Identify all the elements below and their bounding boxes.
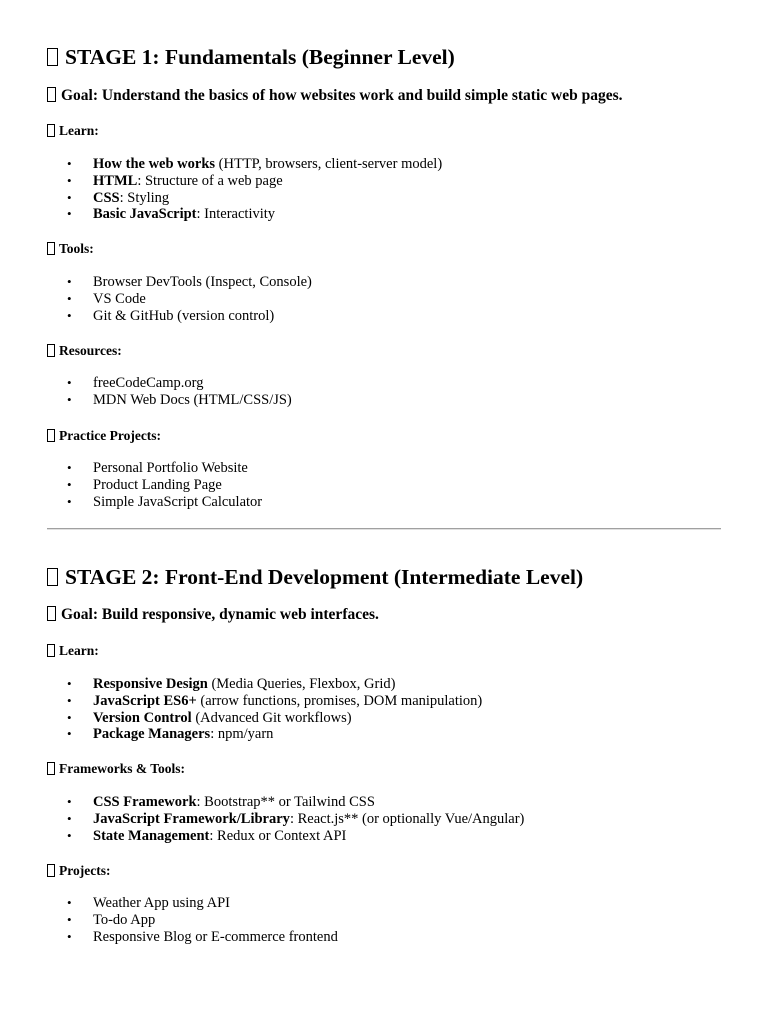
stage2-learn-list (0, 676, 482, 743)
stage2-goal: Goal: Build responsive, dynamic web interfaces. (47, 605, 379, 625)
stage2-title: STAGE 2: Front-End Development (Intermediate Level) (47, 564, 583, 590)
missing-glyph-icon (47, 48, 58, 66)
list-item: • Weather App using API (0, 895, 338, 912)
missing-glyph-icon (47, 124, 55, 137)
list-item: • CSS: Styling (0, 190, 442, 207)
list-item: • Package Managers: npm/yarn (0, 726, 482, 743)
missing-glyph-icon (47, 429, 55, 442)
list-item: • VS Code (0, 291, 312, 308)
list-item: • Basic JavaScript: Interactivity (0, 206, 442, 223)
list-item: • State Management: Redux or Context API (0, 828, 524, 845)
list-item: • Responsive Blog or E-commerce frontend (0, 929, 338, 946)
missing-glyph-icon (47, 762, 55, 775)
stage2-projects-list (0, 895, 338, 945)
stage1-practice-heading: Practice Projects: (47, 427, 161, 445)
missing-glyph-icon (47, 606, 56, 621)
list-item: • Responsive Design (Media Queries, Flexbox, Grid) (0, 676, 482, 693)
stage2-learn-heading: Learn: (47, 642, 99, 660)
stage1-goal: Goal: Understand the basics of how websites work and build simple static web pages. (47, 86, 623, 106)
missing-glyph-icon (47, 568, 58, 586)
list-item: • JavaScript Framework/Library: React.js** (or optionally Vue/Angular) (0, 811, 524, 828)
missing-glyph-icon (47, 242, 55, 255)
list-item: • Version Control (Advanced Git workflows) (0, 710, 482, 727)
list-item: • Browser DevTools (Inspect, Console) (0, 274, 312, 291)
list-item: • JavaScript ES6+ (arrow functions, promises, DOM manipulation) (0, 693, 482, 710)
list-item: • CSS Framework: Bootstrap** or Tailwind CSS (0, 794, 524, 811)
stage1-learn-list (0, 156, 442, 223)
stage1-tools-list (0, 274, 312, 324)
list-item: • Personal Portfolio Website (0, 460, 262, 477)
stage1-resources-list (0, 375, 292, 409)
stage1-resources-heading: Resources: (47, 342, 122, 360)
stage2-frameworks-heading: Frameworks & Tools: (47, 760, 185, 778)
stage2-frameworks-list (0, 794, 524, 844)
missing-glyph-icon (47, 87, 56, 102)
list-item: • freeCodeCamp.org (0, 375, 292, 392)
list-item: • Git & GitHub (version control) (0, 308, 312, 325)
list-item: • Simple JavaScript Calculator (0, 494, 262, 511)
stage1-practice-list (0, 460, 262, 510)
list-item: • To-do App (0, 912, 338, 929)
list-item: • Product Landing Page (0, 477, 262, 494)
stage1-title: STAGE 1: Fundamentals (Beginner Level) (47, 44, 455, 70)
stage2-projects-heading: Projects: (47, 862, 110, 880)
list-item: • MDN Web Docs (HTML/CSS/JS) (0, 392, 292, 409)
missing-glyph-icon (47, 644, 55, 657)
section-divider (47, 528, 721, 530)
stage1-tools-heading: Tools: (47, 240, 94, 258)
list-item: • How the web works (HTTP, browsers, client-server model) (0, 156, 442, 173)
stage1-learn-heading: Learn: (47, 122, 99, 140)
missing-glyph-icon (47, 344, 55, 357)
missing-glyph-icon (47, 864, 55, 877)
list-item: • HTML: Structure of a web page (0, 173, 442, 190)
